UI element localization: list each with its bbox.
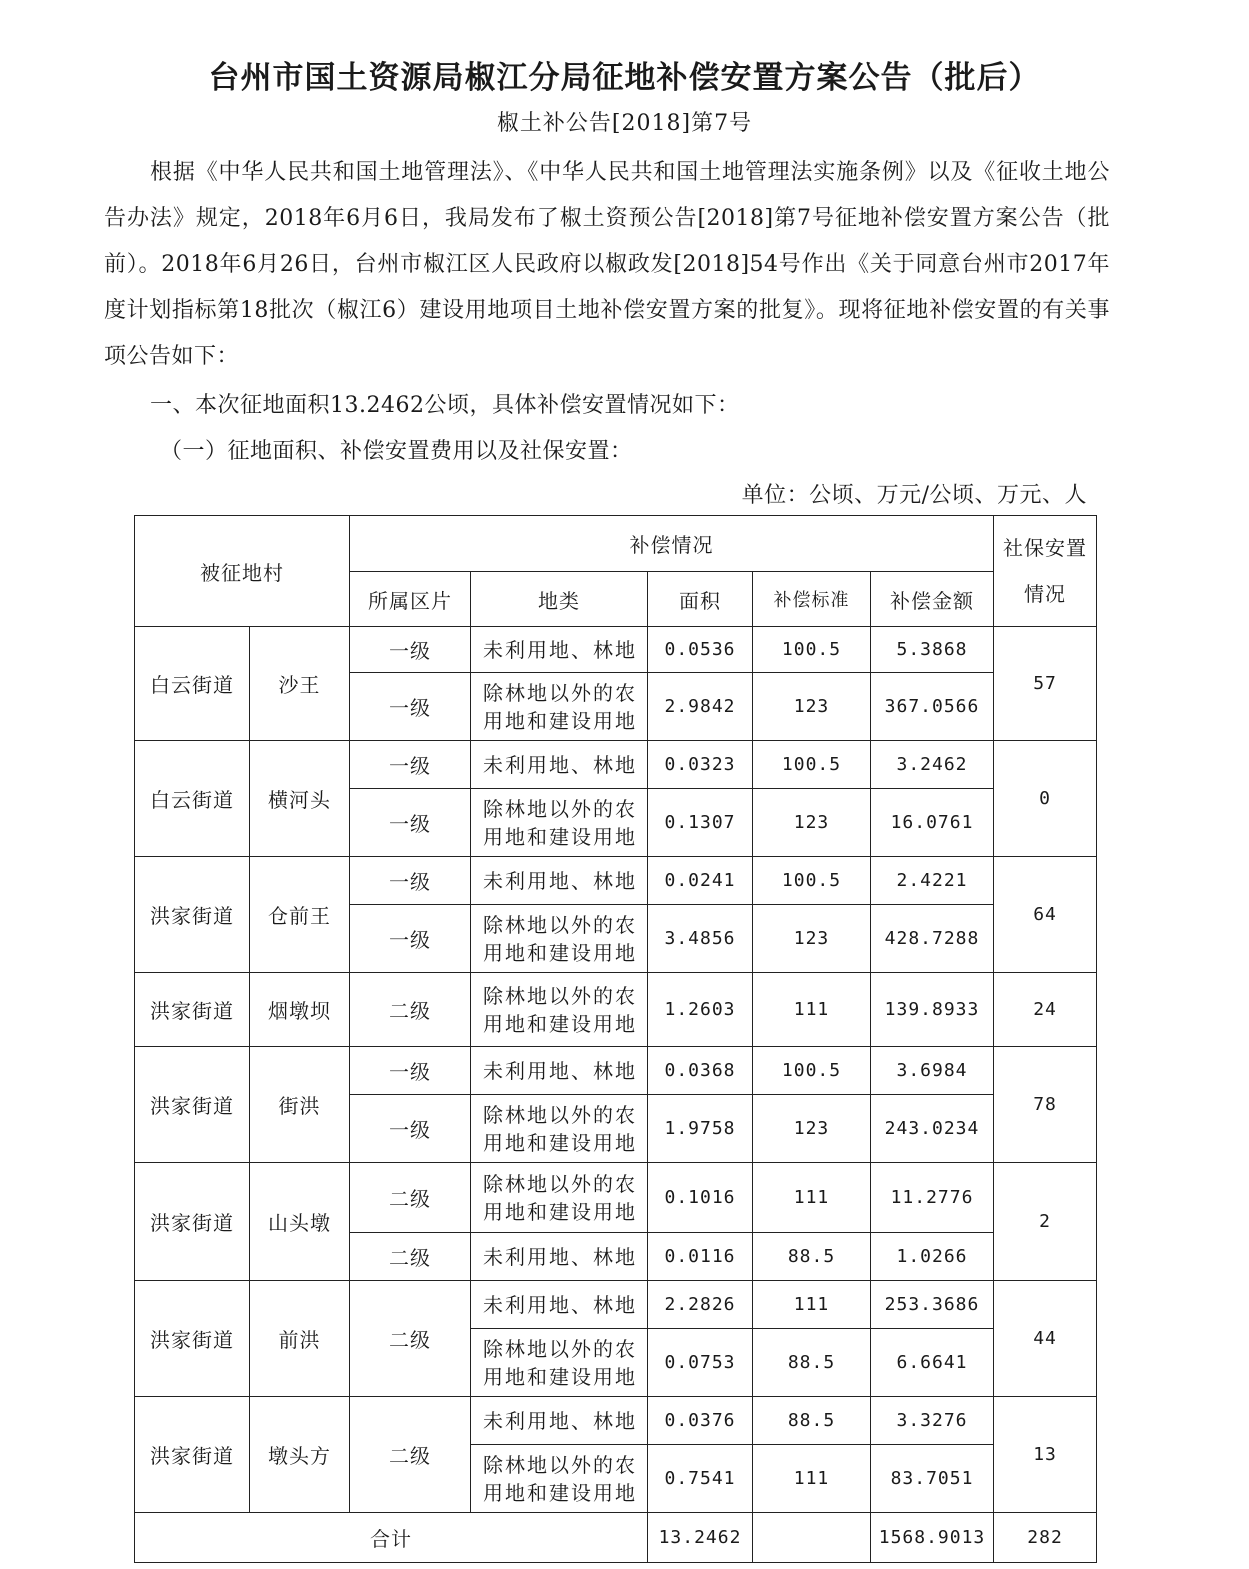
header-social: 社保安置情况 [994, 516, 1097, 627]
zone-cell: 一级 [350, 741, 471, 789]
table-row [135, 973, 1097, 1047]
standard-cell: 88.5 [753, 1329, 871, 1397]
zone-cell: 一级 [350, 905, 471, 973]
village-cell: 横河头 [250, 741, 350, 857]
zone-cell: 一级 [350, 1047, 471, 1095]
amount-cell: 3.3276 [871, 1397, 994, 1445]
village-cell: 街洪 [250, 1047, 350, 1163]
total-standard-empty [753, 1513, 871, 1563]
zone-cell: 一级 [350, 673, 471, 741]
village-cell: 烟墩坝 [250, 973, 350, 1047]
standard-cell: 123 [753, 1095, 871, 1163]
area-cell: 0.0241 [648, 857, 753, 905]
header-compensation: 补偿情况 [350, 516, 994, 572]
table-row [135, 1163, 1097, 1233]
village-cell: 仓前王 [250, 857, 350, 973]
standard-cell: 88.5 [753, 1233, 871, 1281]
land-type-cell: 除林地以外的农用地和建设用地 [471, 905, 648, 973]
standard-cell: 100.5 [753, 741, 871, 789]
area-cell: 0.7541 [648, 1445, 753, 1513]
standard-cell: 111 [753, 1163, 871, 1233]
social-cell: 2 [994, 1163, 1097, 1281]
street-cell: 洪家街道 [135, 973, 250, 1047]
amount-cell: 11.2776 [871, 1163, 994, 1233]
section-heading-1: 一、本次征地面积13.2462公顷，具体补偿安置情况如下： [150, 393, 740, 418]
street-cell: 白云街道 [135, 741, 250, 857]
standard-cell: 100.5 [753, 857, 871, 905]
standard-cell: 111 [753, 1281, 871, 1329]
amount-cell: 367.0566 [871, 673, 994, 741]
zone-cell: 一级 [350, 789, 471, 857]
street-cell: 洪家街道 [135, 1163, 250, 1281]
amount-cell: 16.0761 [871, 789, 994, 857]
land-type-cell: 除林地以外的农用地和建设用地 [471, 973, 648, 1047]
area-cell: 2.2826 [648, 1281, 753, 1329]
amount-cell: 3.2462 [871, 741, 994, 789]
land-type-cell: 未利用地、林地 [471, 1397, 648, 1445]
standard-cell: 123 [753, 789, 871, 857]
compensation-table [134, 515, 1097, 1563]
street-cell: 洪家街道 [135, 1281, 250, 1397]
intro-text: 根据《中华人民共和国土地管理法》、《中华人民共和国土地管理法实施条例》以及《征收土地公告办法》规定，2018年6月6日，我局发布了椒土资预公告[2018]第7号征地补偿安置方案公告（批前）。2018年6月26日，台州市椒江区人民政府以椒政发[2018]54号作出《关于同意台州市2017年度计划指标第18批次（椒江6）建设用地项目土地补偿安置方案的批复》。现将征地补偿安置的有关事项公告如下： [104, 160, 1110, 369]
street-cell: 洪家街道 [135, 1397, 250, 1513]
zone-cell: 二级 [350, 973, 471, 1047]
amount-cell: 253.3686 [871, 1281, 994, 1329]
amount-cell: 243.0234 [871, 1095, 994, 1163]
zone-cell: 一级 [350, 1095, 471, 1163]
amount-cell: 83.7051 [871, 1445, 994, 1513]
zone-cell: 二级 [350, 1397, 471, 1513]
table-row [135, 741, 1097, 789]
amount-cell: 2.4221 [871, 857, 994, 905]
area-cell: 0.0323 [648, 741, 753, 789]
zone-cell: 一级 [350, 857, 471, 905]
area-cell: 0.1307 [648, 789, 753, 857]
zone-cell: 二级 [350, 1163, 471, 1233]
amount-cell: 139.8933 [871, 973, 994, 1047]
area-cell: 1.9758 [648, 1095, 753, 1163]
document-number: 椒土补公告[2018]第7号 [496, 111, 753, 136]
social-cell: 78 [994, 1047, 1097, 1163]
village-cell: 墩头方 [250, 1397, 350, 1513]
area-cell: 3.4856 [648, 905, 753, 973]
table-row [135, 1281, 1097, 1329]
area-cell: 0.0116 [648, 1233, 753, 1281]
area-cell: 2.9842 [648, 673, 753, 741]
area-cell: 0.1016 [648, 1163, 753, 1233]
standard-cell: 100.5 [753, 627, 871, 673]
social-cell: 57 [994, 627, 1097, 741]
header-area: 面积 [648, 572, 753, 627]
subsection-heading-1: （一）征地面积、补偿安置费用以及社保安置： [160, 439, 633, 464]
land-type-cell: 除林地以外的农用地和建设用地 [471, 1445, 648, 1513]
intro-paragraph [104, 150, 1110, 380]
social-cell: 24 [994, 973, 1097, 1047]
zone-cell: 二级 [350, 1281, 471, 1397]
village-cell: 山头墩 [250, 1163, 350, 1281]
land-type-cell: 未利用地、林地 [471, 1233, 648, 1281]
table-row [135, 857, 1097, 905]
area-cell: 0.0376 [648, 1397, 753, 1445]
land-type-cell: 除林地以外的农用地和建设用地 [471, 1329, 648, 1397]
land-type-cell: 除林地以外的农用地和建设用地 [471, 1095, 648, 1163]
land-type-cell: 除林地以外的农用地和建设用地 [471, 1163, 648, 1233]
amount-cell: 428.7288 [871, 905, 994, 973]
social-cell: 13 [994, 1397, 1097, 1513]
total-amount: 1568.9013 [871, 1513, 994, 1563]
header-amount: 补偿金额 [871, 572, 994, 627]
land-type-cell: 未利用地、林地 [471, 1281, 648, 1329]
total-social: 282 [994, 1513, 1097, 1563]
social-cell: 0 [994, 741, 1097, 857]
street-cell: 洪家街道 [135, 857, 250, 973]
standard-cell: 123 [753, 673, 871, 741]
area-cell: 0.0536 [648, 627, 753, 673]
land-type-cell: 未利用地、林地 [471, 741, 648, 789]
amount-cell: 3.6984 [871, 1047, 994, 1095]
land-type-cell: 未利用地、林地 [471, 1047, 648, 1095]
area-cell: 0.0368 [648, 1047, 753, 1095]
land-type-cell: 除林地以外的农用地和建设用地 [471, 673, 648, 741]
land-type-cell: 未利用地、林地 [471, 857, 648, 905]
area-cell: 1.2603 [648, 973, 753, 1047]
zone-cell: 一级 [350, 627, 471, 673]
page-title: 台州市国土资源局椒江分局征地补偿安置方案公告（批后） [208, 60, 1041, 96]
total-label: 合计 [135, 1513, 648, 1563]
zone-cell: 二级 [350, 1233, 471, 1281]
village-cell: 沙王 [250, 627, 350, 741]
unit-note: 单位：公顷、万元/公顷、万元、人 [741, 483, 1087, 508]
standard-cell: 100.5 [753, 1047, 871, 1095]
standard-cell: 88.5 [753, 1397, 871, 1445]
table-row [135, 1047, 1097, 1095]
street-cell: 白云街道 [135, 627, 250, 741]
standard-cell: 111 [753, 973, 871, 1047]
street-cell: 洪家街道 [135, 1047, 250, 1163]
village-cell: 前洪 [250, 1281, 350, 1397]
amount-cell: 5.3868 [871, 627, 994, 673]
land-type-cell: 除林地以外的农用地和建设用地 [471, 789, 648, 857]
social-cell: 44 [994, 1281, 1097, 1397]
table-row [135, 627, 1097, 673]
amount-cell: 6.6641 [871, 1329, 994, 1397]
area-cell: 0.0753 [648, 1329, 753, 1397]
land-type-cell: 未利用地、林地 [471, 627, 648, 673]
table-row [135, 1397, 1097, 1445]
amount-cell: 1.0266 [871, 1233, 994, 1281]
header-village: 被征地村 [135, 516, 350, 627]
standard-cell: 123 [753, 905, 871, 973]
header-standard: 补偿标准 [753, 572, 871, 627]
total-area: 13.2462 [648, 1513, 753, 1563]
header-land-type: 地类 [471, 572, 648, 627]
header-zone: 所属区片 [350, 572, 471, 627]
total-row [135, 1513, 1097, 1563]
social-cell: 64 [994, 857, 1097, 973]
standard-cell: 111 [753, 1445, 871, 1513]
